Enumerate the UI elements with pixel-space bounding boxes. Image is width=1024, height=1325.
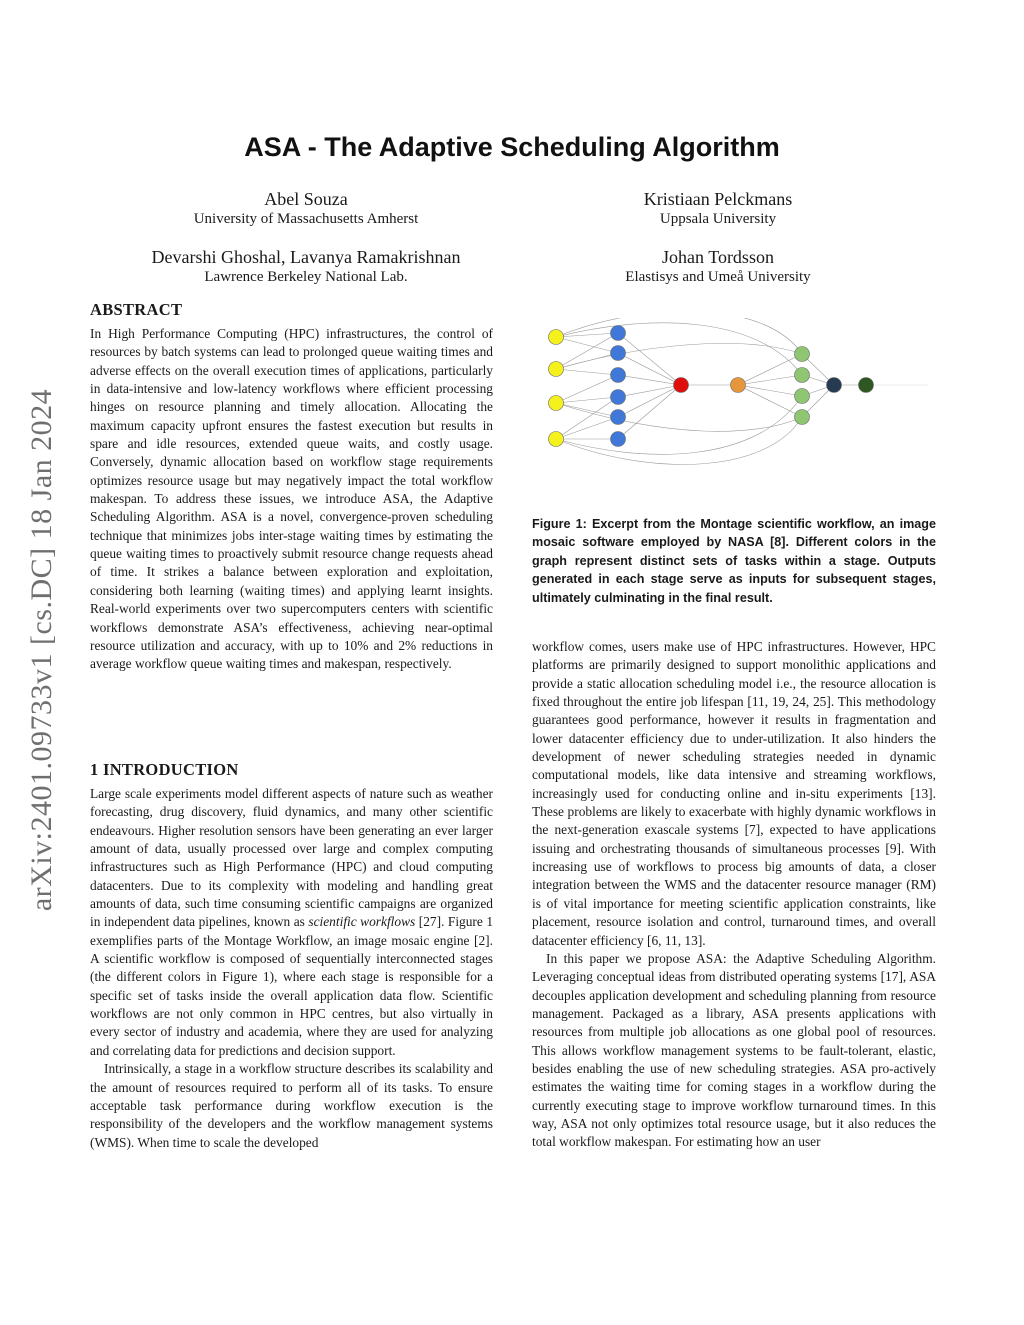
stage2-node <box>611 368 626 383</box>
abstract-text: In High Performance Computing (HPC) infrastructures, the control of resources by batch systems can lead to prolonged queue waiting times and adverse effects on the overall execution times of applications, particularly in data-intensive and low-latency workflows where efficient processing hinges on resource planning and timely allocation. Allocating the maximum capacity upfront ensures the fastest execution but results in spare and idle resources, extended queue waits, and costly usage. Conversely, dynamic allocation based on workflow stage requirements optimizes resource usage but may negatively impact the total workflow makespan. To address these issues, we introduce ASA, the Adaptive Scheduling Algorithm. ASA is a novel, convergence-proven scheduling technique that minimizes jobs inter-stage waiting times by estimating the queue waiting times to proactively submit resource change requests ahead of time. It strikes a balance between exploration and exploitation, considering both learning (waiting times) and applying learnt insights. Real-world experiments over two supercomputers centers with scientific workflows demonstrate ASA’s effectiveness, achieving near-optimal resource utilization and accuracy, with up to 10% and 2% reductions in average workflow queue waiting times and makespan, respectively. <box>90 326 493 672</box>
stage1-node <box>549 432 564 447</box>
intro-heading: 1 INTRODUCTION <box>90 760 239 779</box>
intro-p1-start: Large scale experiments model different aspects of nature such as weather forecasting, drug discovery, fluid dynamics, and many other scientific endeavours. Higher resolution sensors have been generating an ever larger amount of data, usually processed over large and complex computing infrastructures such as High Performance (HPC) and cloud computing datacenters. Due to its complexity with modeling and handling great amounts of data, such time consuming scientific campaigns are organized in independent data pipelines, known as <box>90 786 493 930</box>
author-name: Devarshi Ghoshal, Lavanya Ramakrishnan <box>151 247 461 267</box>
intro-right-column <box>532 638 936 1152</box>
arxiv-stamp <box>12 360 72 940</box>
author-name: Kristiaan Pelckmans <box>643 189 793 209</box>
montage-workflow-figure <box>536 318 928 478</box>
stage5-node <box>795 389 810 404</box>
intro-p1-end: [27]. Figure 1 exemplifies parts of the Montage Workflow, an image mosaic engine [2]. A scientific workflow is composed of sequentially interconnected stages (the different colors in Figure 1), where each stage is responsible for a specific set of tasks inside the overall application data flow. Scientific workflows are not only common in HPC centres, but also virtually in every sector of industry and academia, where they are used for analyzing and correlating data for predictions and decision support. <box>90 914 494 1058</box>
author-affiliation: University of Massachusetts Amherst <box>193 211 419 227</box>
figure-caption: Figure 1: Excerpt from the Montage scientific workflow, an image mosaic software employed by NASA [8]. Different colors in the graph represent distinct sets of tasks within a stage. Outputs generated in each stage serve as inputs for subsequent stages, ultimately culminating in the final result. <box>532 517 936 605</box>
stage1-node <box>549 362 564 377</box>
intro-paragraph-3: workflow comes, users make use of HPC infrastructures. However, HPC platforms are primarily designed to support monolithic applications and provide a static allocation scheduling model i.e., the resource allocation is fixed throughout the entire job lifespan [11, 19, 24, 25]. This methodology guarantees good performance, however it results in fragmentation and lower datacenter efficiency due to under-utilization. It also hinders the development of newer scheduling strategies needed in dynamic computational models, like data intensive and streaming workflows, increasingly used for conducting online and in-situ experiments [13]. These problems are likely to exacerbate with highly dynamic workflows in the next-generation exascale systems [7], expected to have applications issuing and orchestrating thousands of simultaneous processes [9]. With increasing use of workflows to process big amounts of data, a closer integration between the WMS and the datacenter resource manager (RM) is of vital importance for meeting scientific application constraints, like placement, resource isolation and control, turnaround times, and overall datacenter efficiency [6, 11, 13]. <box>532 639 936 948</box>
stage3-node <box>674 378 689 393</box>
stage4-node <box>731 378 746 393</box>
intro-paragraph-2: Intrinsically, a stage in a workflow structure describes its scalability and the amount of resources required to perform all of its tasks. To ensure acceptable task performance during workflow execution is the responsibility of the developers and the workflow management systems (WMS). When time to scale the developed <box>90 1061 493 1150</box>
stage2-node <box>611 390 626 405</box>
arxiv-stamp-text: arXiv:2401.09733v1 [cs.DC] 18 Jan 2024 <box>25 388 58 912</box>
author-block-1 <box>106 188 506 229</box>
stage2-node <box>611 432 626 447</box>
author-affiliation: Uppsala University <box>659 211 777 227</box>
paper-title: ASA - The Adaptive Scheduling Algorithm <box>244 132 780 162</box>
intro-p1-emphasis: scientific workflows <box>308 914 416 930</box>
author-block-2 <box>518 188 918 229</box>
author-block-4 <box>518 246 918 287</box>
stage1-node <box>549 396 564 411</box>
stage2-node <box>611 346 626 361</box>
stage5-node <box>795 410 810 425</box>
stage5-node <box>795 368 810 383</box>
author-affiliation: Elastisys and Umeå University <box>625 269 811 285</box>
intro-paragraph-4: In this paper we propose ASA: the Adaptive Scheduling Algorithm. Leveraging conceptual ideas from distributed operating systems [17], ASA decouples application development and scheduling planning from resource management. Packaged as a library, ASA presents applications with resources from multiple job allocations as one global pool of resources. This allows workflow management systems to be fault-tolerant, elastic, besides enabling the use of new scheduling strategies. ASA pro-actively estimates the waiting time for coming stages in a workflow during the currently executing stage to improve workflow turnaround times. In this way, ASA not only optimizes total resource usage, but it also reduces the total workflow makespan. For estimating how an user <box>532 950 936 1150</box>
stage2-node <box>611 410 626 425</box>
stage6-node <box>827 378 842 393</box>
intro-left-column <box>90 785 493 1152</box>
stage2-node <box>611 326 626 341</box>
abstract-heading: ABSTRACT <box>90 300 183 319</box>
author-affiliation: Lawrence Berkeley National Lab. <box>204 269 408 285</box>
author-block-3 <box>106 246 506 287</box>
abstract-body <box>90 325 493 674</box>
author-name: Johan Tordsson <box>662 247 774 267</box>
stage1-node <box>549 330 564 345</box>
stage7-node <box>859 378 874 393</box>
intro-paragraph-1 <box>90 785 493 1060</box>
author-name: Abel Souza <box>264 189 348 209</box>
stage5-node <box>795 347 810 362</box>
